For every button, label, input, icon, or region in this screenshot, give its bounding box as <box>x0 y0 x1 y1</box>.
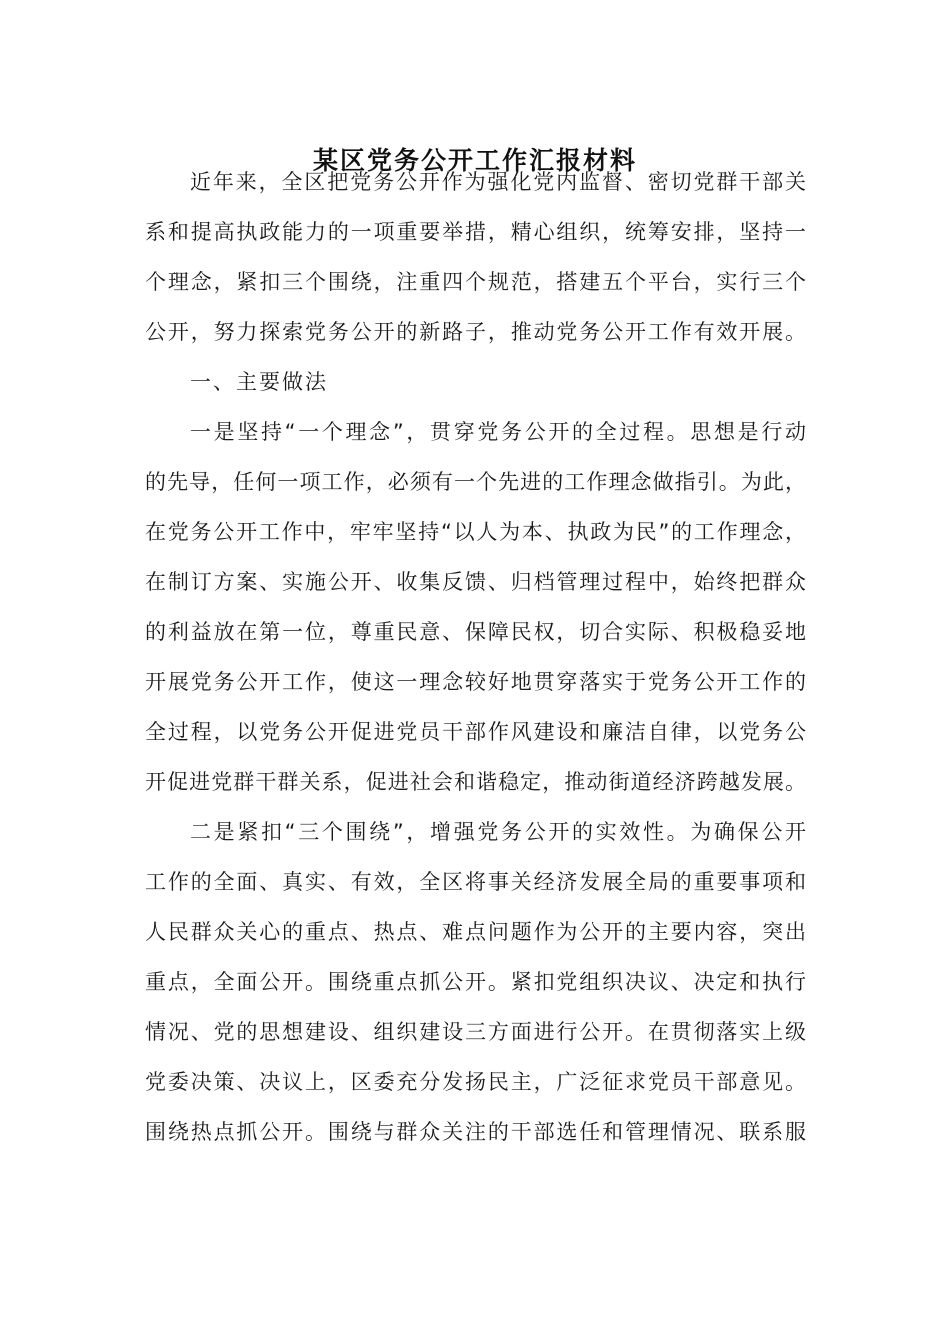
text-line-content: 在党务公开工作中，牢牢坚持“以人为本、执政为民”的工作理念， <box>145 520 808 544</box>
text-line-content: 开促进党群干群关系，促进社会和谐稳定，推动街道经济跨越发展。 <box>145 770 808 794</box>
text-line <box>0 307 950 357</box>
text-line-content: 的先导，任何一项工作，必须有一个先进的工作理念做指引。为此， <box>145 470 808 494</box>
text-line-content: 情况、党的思想建设、组织建设三方面进行公开。在贯彻落实上级 <box>145 1020 808 1044</box>
text-line <box>0 707 950 757</box>
text-line-content: 围绕热点抓公开。围绕与群众关注的干部选任和管理情况、联系服 <box>145 1120 808 1144</box>
text-line <box>0 1057 950 1107</box>
text-line <box>0 757 950 807</box>
text-line <box>0 457 950 507</box>
section-heading <box>0 357 950 407</box>
text-line-content: 人民群众关心的重点、热点、难点问题作为公开的主要内容，突出 <box>145 920 808 944</box>
text-line-content: 一是坚持“一个理念”，贯穿党务公开的全过程。思想是行动 <box>190 420 809 444</box>
text-line-content: 工作的全面、真实、有效，全区将事关经济发展全局的重要事项和 <box>145 870 808 894</box>
text-line-content: 党委决策、决议上，区委充分发扬民主，广泛征求党员干部意见。 <box>145 1070 808 1094</box>
text-line-content: 的利益放在第一位，尊重民意、保障民权，切合实际、积极稳妥地 <box>145 620 808 644</box>
text-line-content: 在制订方案、实施公开、收集反馈、归档管理过程中，始终把群众 <box>145 570 808 594</box>
text-line <box>0 257 950 307</box>
text-line <box>0 207 950 257</box>
text-line-content: 重点，全面公开。围绕重点抓公开。紧扣党组织决议、决定和执行 <box>145 970 808 994</box>
text-line <box>0 607 950 657</box>
text-line-content: 二是紧扣“三个围绕”，增强党务公开的实效性。为确保公开 <box>190 820 809 844</box>
text-line <box>0 807 950 857</box>
text-line <box>0 507 950 557</box>
text-line <box>0 407 950 457</box>
text-line-content: 开展党务公开工作，使这一理念较好地贯穿落实于党务公开工作的 <box>145 670 808 694</box>
document-title: 某区党务公开工作汇报材料 <box>312 146 637 175</box>
text-line <box>0 957 950 1007</box>
text-line-content: 公开，努力探索党务公开的新路子，推动党务公开工作有效开展。 <box>145 320 808 344</box>
text-line <box>0 657 950 707</box>
text-line <box>0 1107 950 1157</box>
section-heading-text: 一、主要做法 <box>190 370 328 394</box>
text-line <box>0 857 950 907</box>
text-line <box>0 1007 950 1057</box>
text-line-content: 系和提高执政能力的一项重要举措，精心组织，统筹安排，坚持一 <box>145 220 808 244</box>
text-line <box>0 557 950 607</box>
text-line-content: 个理念，紧扣三个围绕，注重四个规范，搭建五个平台，实行三个 <box>145 270 808 294</box>
text-line-content: 全过程，以党务公开促进党员干部作风建设和廉洁自律，以党务公 <box>145 720 808 744</box>
text-line-content: 近年来，全区把党务公开作为强化党内监督、密切党群干部关 <box>190 170 808 194</box>
text-line <box>0 157 950 207</box>
text-line <box>0 907 950 957</box>
